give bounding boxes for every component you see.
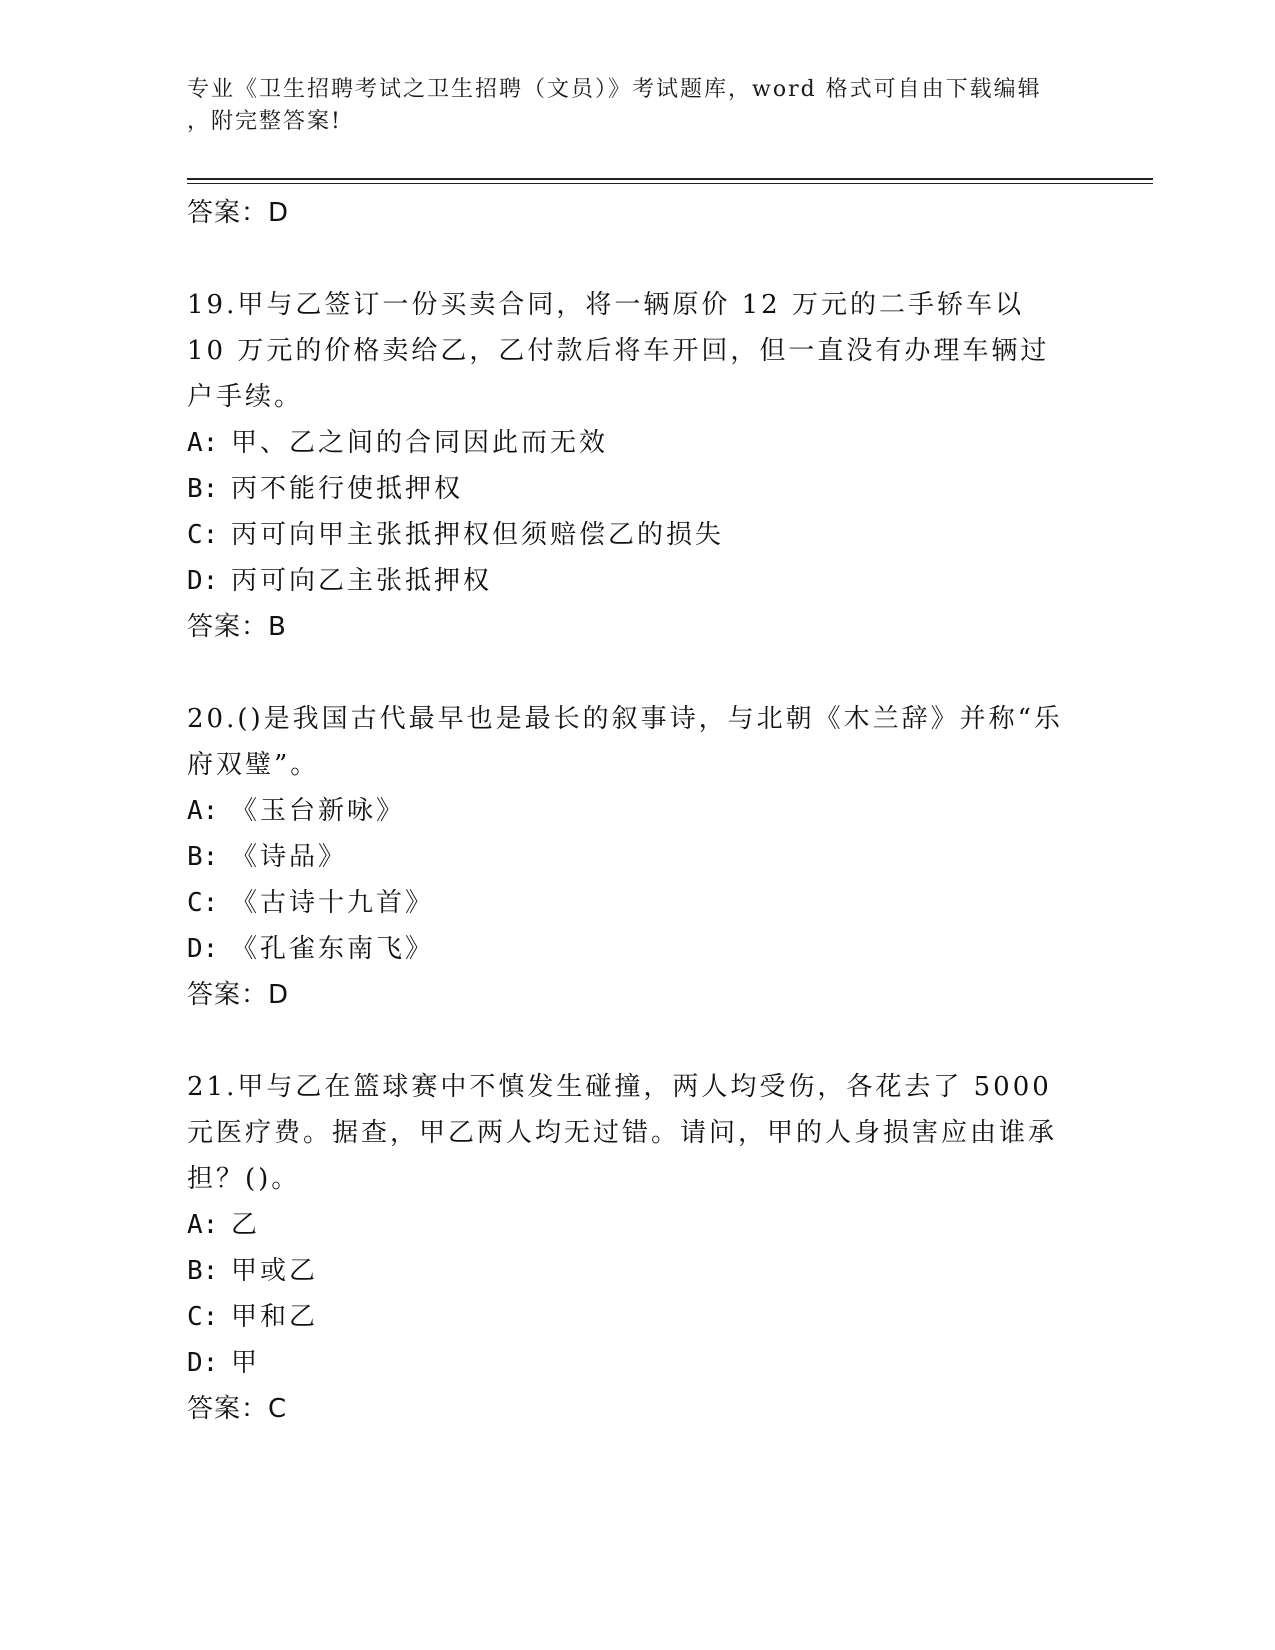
answer-line: 答案：C — [187, 1394, 288, 1424]
option-b — [187, 1248, 1087, 1294]
option-label: C: — [187, 888, 219, 918]
answer-line: 答案：D — [187, 980, 290, 1010]
option-d — [187, 558, 1087, 604]
header-divider-thick — [187, 178, 1153, 180]
option-text: 甲和乙 — [231, 1302, 319, 1332]
option-c — [187, 512, 1087, 558]
option-text: 《诗品》 — [231, 842, 348, 872]
option-label: A: — [187, 1210, 219, 1240]
option-text: 甲 — [231, 1348, 261, 1378]
option-text: 乙 — [231, 1210, 261, 1240]
answer-line: 答案：B — [187, 612, 287, 642]
option-label: D: — [187, 566, 219, 596]
option-text: 甲或乙 — [231, 1256, 319, 1286]
option-text: 丙不能行使抵押权 — [231, 474, 464, 504]
header-line-1: 专业《卫生招聘考试之卫生招聘（文员）》考试题库，word 格式可自由下载编辑 — [187, 77, 1042, 102]
question-list — [187, 190, 1087, 1432]
question-block — [187, 696, 1087, 1018]
option-b — [187, 466, 1087, 512]
option-a — [187, 420, 1087, 466]
question-block — [187, 282, 1087, 650]
option-a — [187, 788, 1087, 834]
option-label: B: — [187, 842, 219, 872]
option-label: B: — [187, 474, 219, 504]
option-text: 丙可向乙主张抵押权 — [231, 566, 493, 596]
option-text: 《玉台新咏》 — [231, 796, 406, 826]
question-text: 20.()是我国古代最早也是最长的叙事诗，与北朝《木兰辞》并称“乐府双璧”。 — [187, 704, 1063, 780]
option-label: C: — [187, 520, 219, 550]
option-label: D: — [187, 1348, 219, 1378]
header-line-2: ，附完整答案! — [187, 109, 342, 134]
option-b — [187, 834, 1087, 880]
option-label: B: — [187, 1256, 219, 1286]
option-text: 甲、乙之间的合同因此而无效 — [231, 428, 609, 458]
option-c — [187, 880, 1087, 926]
option-label: C: — [187, 1302, 219, 1332]
option-a — [187, 1202, 1087, 1248]
option-text: 《古诗十九首》 — [231, 888, 435, 918]
question-text: 21.甲与乙在篮球赛中不慎发生碰撞，两人均受伤，各花去了 5000 元医疗费。据查，甲乙两人均无过错。请问，甲的人身损害应由谁承担？()。 — [187, 1072, 1058, 1194]
option-text: 丙可向甲主张抵押权但须赔偿乙的损失 — [231, 520, 725, 550]
question-block — [187, 1064, 1087, 1432]
option-d — [187, 926, 1087, 972]
question-text: 19.甲与乙签订一份买卖合同，将一辆原价 12 万元的二手轿车以 10 万元的价格卖给乙，乙付款后将车开回，但一直没有办理车辆过户手续。 — [187, 290, 1050, 412]
option-d — [187, 1340, 1087, 1386]
option-label: A: — [187, 796, 219, 826]
header-divider-thin — [187, 183, 1153, 184]
page-header — [187, 74, 1067, 138]
option-label: A: — [187, 428, 219, 458]
option-c — [187, 1294, 1087, 1340]
option-text: 《孔雀东南飞》 — [231, 934, 435, 964]
previous-answer: 答案：D — [187, 198, 290, 228]
option-label: D: — [187, 934, 219, 964]
